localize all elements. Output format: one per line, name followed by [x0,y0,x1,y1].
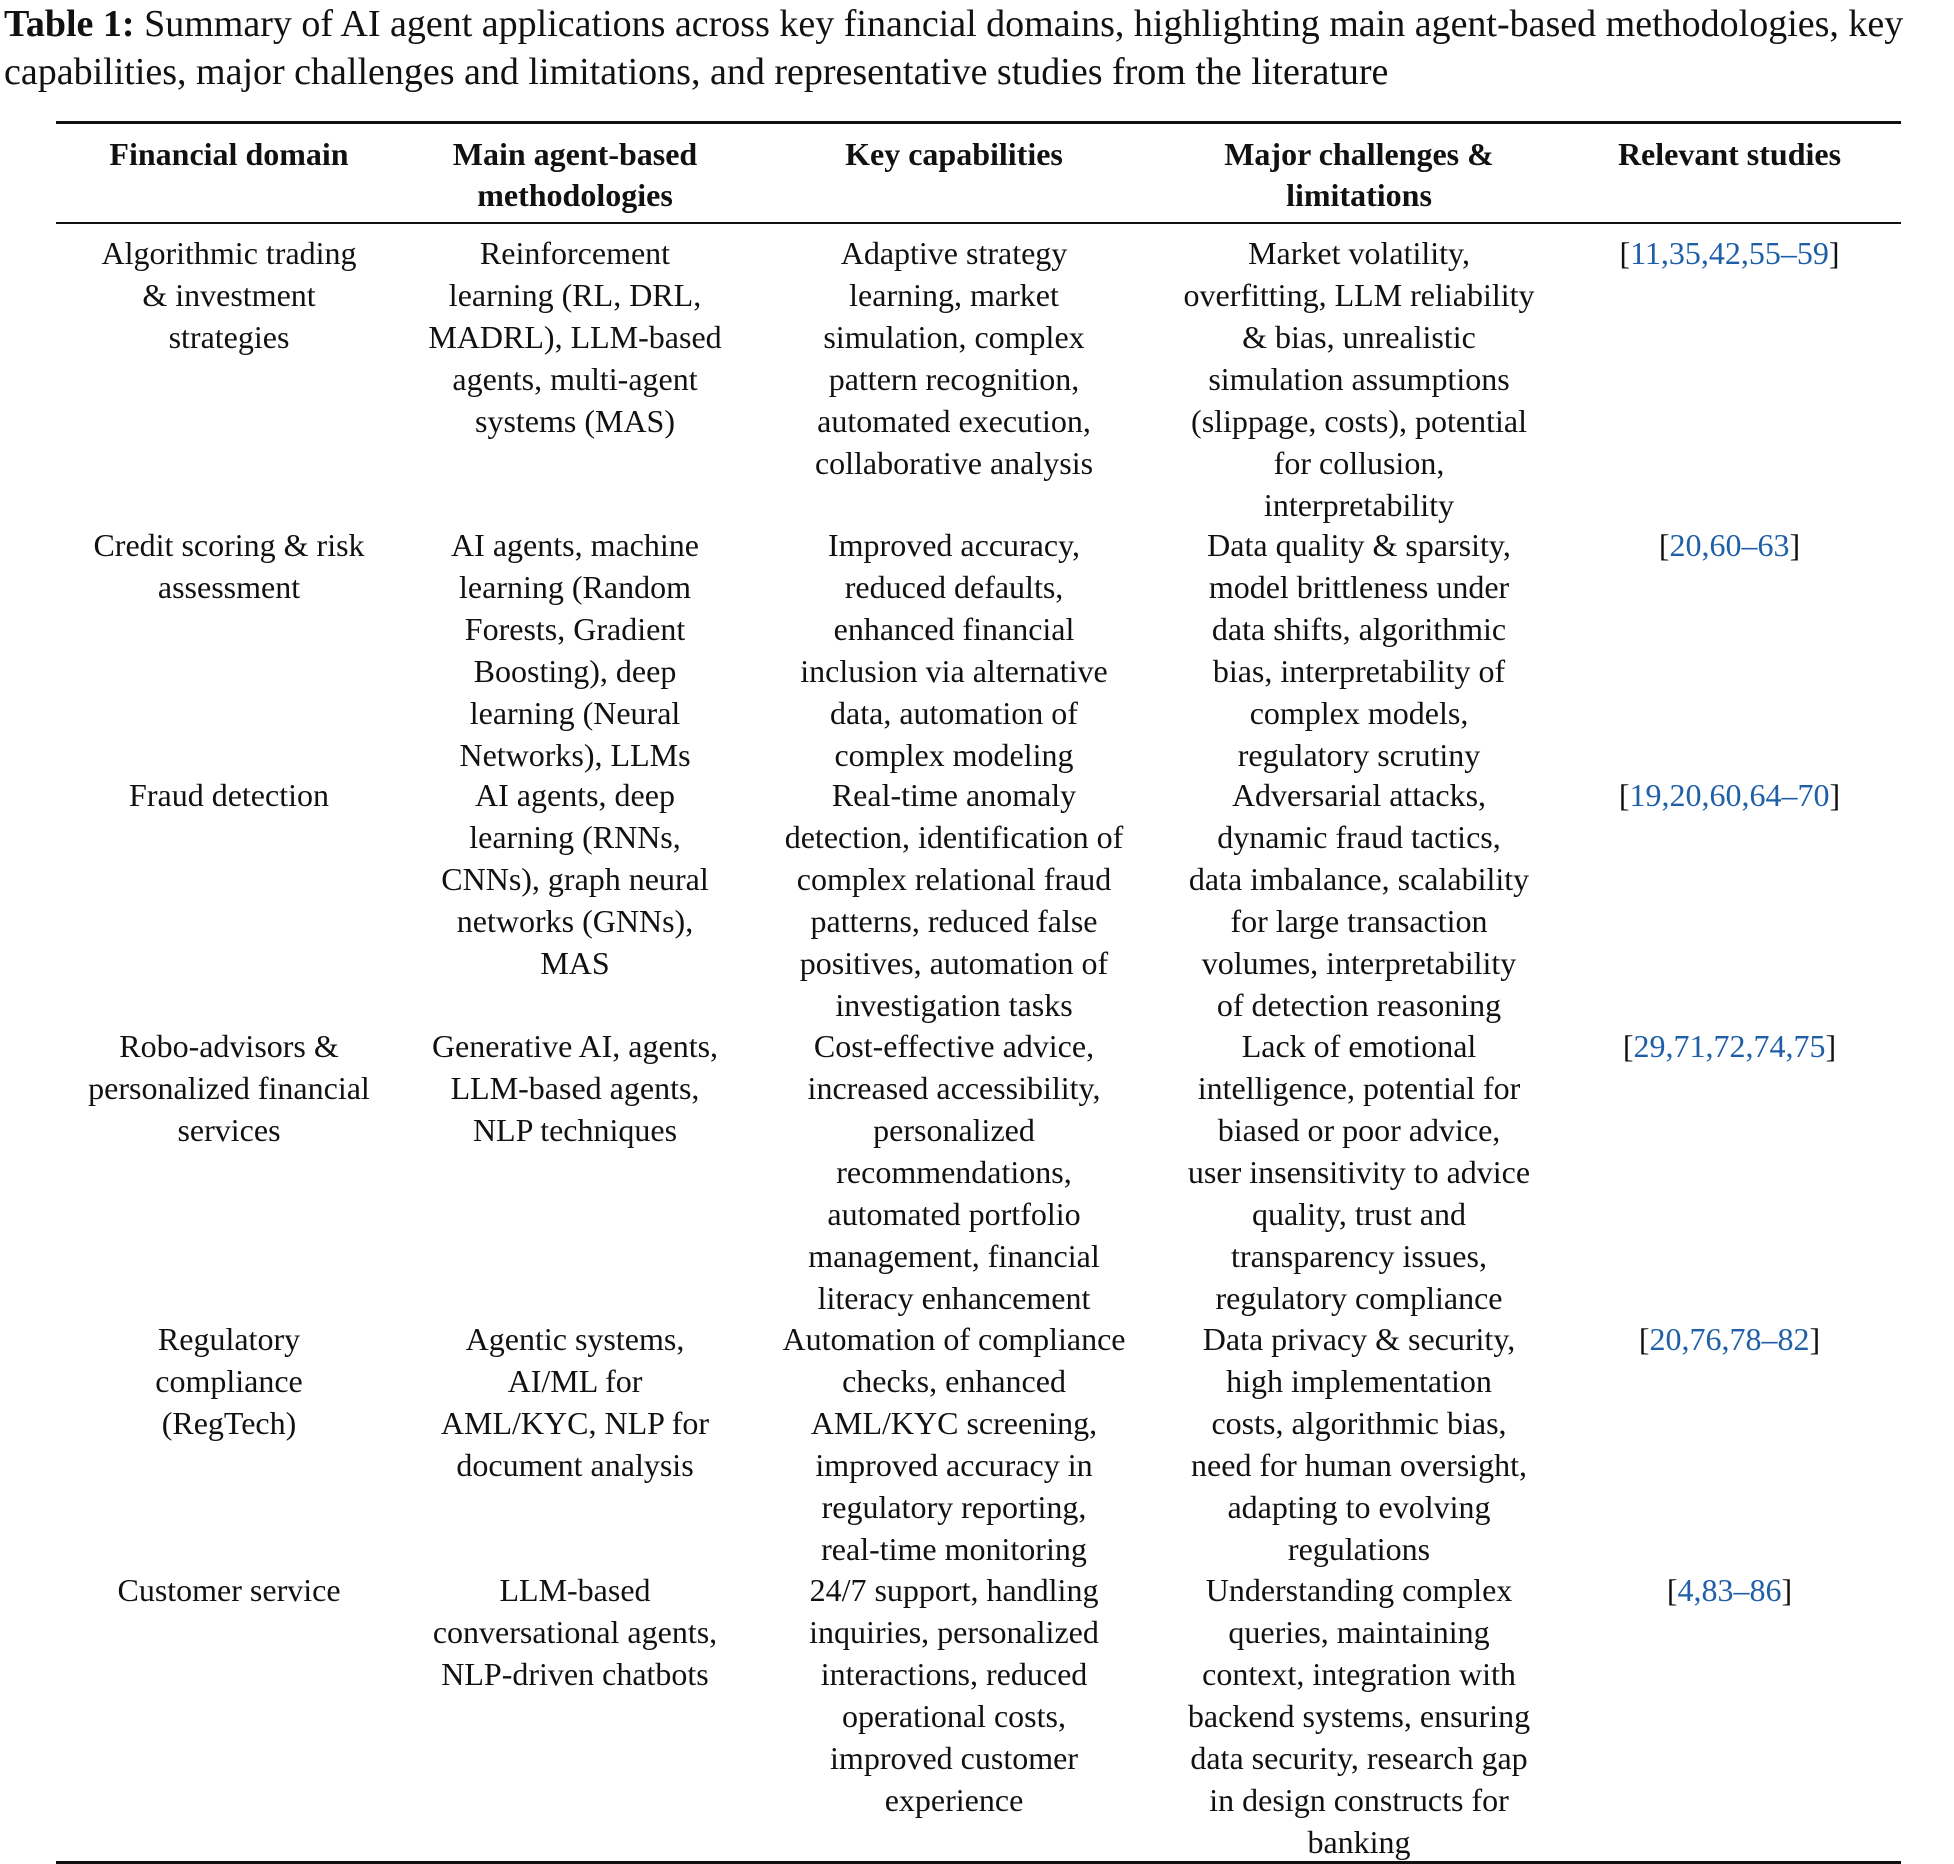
cell-line: Real-time anomaly [831,777,1077,813]
citation-separator: – [1733,1572,1750,1608]
cell-line: Improved accuracy, [828,527,1080,563]
citation-separator: , [1681,1321,1690,1357]
cell-line: simulation, complex [823,319,1085,355]
cell-line: learning, market [849,277,1059,313]
cell-line: Reinforcement [479,235,671,271]
citation-link[interactable]: 59 [1796,235,1829,271]
header-capabilities [748,134,1160,175]
cell-line: (RegTech) [161,1405,297,1441]
cell-line: Generative AI, agents, [431,1028,719,1064]
cell-capabilities [748,1025,1160,1319]
cell-methodologies [402,1025,748,1151]
cell-line: overfitting, LLM reliability [1183,277,1535,313]
citation-separator: , [1741,777,1750,813]
citation-link[interactable]: 82 [1777,1321,1810,1357]
cell-challenges [1160,1318,1558,1570]
cell-line: bias, interpretability of [1212,653,1506,689]
cell-line: complex models, [1249,695,1469,731]
cell-relevant-studies [1558,774,1901,816]
header-methodologies [402,134,748,216]
bracket-open: [ [1619,235,1631,271]
bracket-close: ] [1829,777,1841,813]
citation-link[interactable]: 86 [1749,1572,1782,1608]
citation-separator: , [1705,1028,1714,1064]
table-header-rule [56,222,1901,224]
cell-line: services [177,1112,281,1148]
cell-line: transparency issues, [1231,1238,1487,1274]
citation-link[interactable]: 4 [1677,1572,1694,1608]
cell-line: regulatory reporting, [821,1489,1087,1525]
cell-line: CNNs), graph neural [441,861,709,897]
cell-financial-domain [56,1569,402,1611]
cell-line: experience [884,1782,1024,1818]
cell-line: personalized [873,1112,1035,1148]
cell-line: data imbalance, scalability [1188,861,1530,897]
citation-separator: , [1665,1028,1674,1064]
citation-separator: , [1740,235,1749,271]
cell-financial-domain [56,1318,402,1444]
bracket-open: [ [1666,1572,1678,1608]
cell-line: in design constructs for [1209,1782,1509,1818]
citation-separator: , [1721,1321,1730,1357]
cell-line: strategies [168,319,290,355]
table-top-rule [56,121,1901,124]
cell-line: data, automation of [830,695,1078,731]
cell-methodologies [402,1318,748,1486]
cell-capabilities [748,1318,1160,1570]
header-line: Major challenges & [1224,136,1494,172]
cell-line: dynamic fraud tactics, [1217,819,1501,855]
cell-relevant-studies [1558,1025,1901,1067]
cell-line: investigation tasks [835,987,1073,1023]
cell-line: compliance [155,1363,303,1399]
cell-line: operational costs, [842,1698,1066,1734]
cell-line: MAS [540,945,610,981]
table-caption [4,0,1950,96]
citation-link[interactable]: 63 [1757,527,1790,563]
cell-line: model brittleness under [1208,569,1510,605]
cell-financial-domain [56,774,402,816]
header-line: Main agent-based [452,136,698,172]
cell-line: complex modeling [834,737,1074,773]
cell-line: quality, trust and [1252,1196,1466,1232]
cell-line: NLP techniques [472,1112,678,1148]
cell-line: volumes, interpretability [1201,945,1517,981]
cell-line: simulation assumptions [1208,361,1510,397]
citation-link[interactable]: 72 [1713,1028,1746,1064]
cell-line: Algorithmic trading [101,235,357,271]
cell-line: automated execution, [817,403,1091,439]
cell-line: networks (GNNs), [456,903,694,939]
citation-link[interactable]: 29 [1633,1028,1666,1064]
cell-line: interpretability [1263,487,1455,523]
cell-line: data security, research gap [1190,1740,1528,1776]
cell-line: adapting to evolving [1227,1489,1491,1525]
cell-line: biased or poor advice, [1217,1112,1501,1148]
cell-line: for large transaction [1230,903,1488,939]
cell-relevant-studies [1558,524,1901,566]
cell-line: detection, identification of [784,819,1124,855]
bracket-close: ] [1781,1572,1793,1608]
header-line: Relevant studies [1617,136,1842,172]
cell-line: learning (Random [459,569,691,605]
cell-line: Automation of compliance [782,1321,1126,1357]
cell-line: complex relational fraud [796,861,1112,897]
cell-challenges [1160,1025,1558,1319]
citation-link[interactable]: 55 [1748,235,1781,271]
cell-financial-domain [56,524,402,608]
cell-challenges [1160,774,1558,1026]
bracket-close: ] [1789,527,1801,563]
cell-methodologies [402,1569,748,1695]
bracket-close: ] [1825,1028,1837,1064]
cell-line: inquiries, personalized [809,1614,1099,1650]
citation-separator: , [1661,777,1670,813]
cell-line: (slippage, costs), potential [1191,403,1527,439]
cell-line: Adversarial attacks, [1231,777,1487,813]
cell-methodologies [402,232,748,442]
cell-line: improved accuracy in [815,1447,1093,1483]
cell-line: enhanced financial [833,611,1075,647]
citation-link[interactable]: 71 [1673,1028,1706,1064]
citation-separator: , [1660,235,1669,271]
bracket-close: ] [1809,1321,1821,1357]
cell-line: 24/7 support, handling [809,1572,1099,1608]
citation-separator: , [1693,1572,1702,1608]
cell-line: banking [1307,1824,1411,1860]
cell-line: high implementation [1226,1363,1492,1399]
citation-separator: , [1785,1028,1794,1064]
cell-line: costs, algorithmic bias, [1211,1405,1507,1441]
citation-link[interactable]: 74 [1753,1028,1786,1064]
cell-methodologies [402,774,748,984]
cell-line: interactions, reduced [820,1656,1088,1692]
cell-line: Data quality & sparsity, [1207,527,1511,563]
cell-line: Networks), LLMs [459,737,691,773]
cell-line: Understanding complex [1205,1572,1513,1608]
citation-link[interactable]: 75 [1793,1028,1826,1064]
header-line: limitations [1286,177,1432,213]
bracket-open: [ [1658,527,1670,563]
citation-link[interactable]: 70 [1797,777,1830,813]
cell-line: learning (RL, DRL, [448,277,702,313]
bracket-open: [ [1622,1028,1634,1064]
cell-line: LLM-based [499,1572,651,1608]
cell-capabilities [748,774,1160,1026]
cell-relevant-studies [1558,1318,1901,1360]
cell-line: context, integration with [1202,1656,1516,1692]
cell-line: literacy enhancement [817,1280,1091,1316]
caption-text: Summary of AI agent applications across key financial domains, highlighting main agent-based methodologies, key capabilities, major challenges and limitations, and representative studies from the literature [4,3,1904,93]
cell-line: backend systems, ensuring [1187,1698,1531,1734]
cell-line: inclusion via alternative [800,653,1108,689]
cell-line: Regulatory [157,1321,301,1357]
header-challenges [1160,134,1558,216]
cell-line: queries, maintaining [1228,1614,1490,1650]
cell-line: need for human oversight, [1191,1447,1527,1483]
cell-capabilities [748,1569,1160,1821]
citation-link[interactable]: 11 [1630,235,1661,271]
cell-line: AI agents, machine [451,527,699,563]
cell-line: & investment [142,277,316,313]
cell-line: regulatory compliance [1215,1280,1503,1316]
cell-line: management, financial [808,1238,1100,1274]
caption-label: Table 1: [4,3,135,45]
cell-line: Robo-advisors & [119,1028,339,1064]
citation-separator: – [1780,235,1797,271]
citation-separator: – [1741,527,1758,563]
bracket-open: [ [1618,777,1630,813]
header-line: methodologies [477,177,673,213]
cell-line: LLM-based agents, [450,1070,700,1106]
cell-relevant-studies [1558,232,1901,274]
header-line: Key capabilities [845,136,1063,172]
cell-line: intelligence, potential for [1197,1070,1521,1106]
cell-line: agents, multi-agent [452,361,698,397]
cell-line: Customer service [117,1572,341,1608]
cell-line: reduced defaults, [844,569,1064,605]
cell-line: MADRL), LLM-based [428,319,722,355]
cell-line: conversational agents, [432,1614,718,1650]
citation-separator: , [1701,527,1710,563]
cell-line: Boosting), deep [473,653,677,689]
cell-line: systems (MAS) [474,403,675,439]
citation-separator: , [1745,1028,1754,1064]
citation-separator: – [1781,777,1798,813]
cell-line: real-time monitoring [821,1531,1087,1567]
citation-link[interactable]: 20 [1649,1321,1682,1357]
citation-link[interactable]: 64 [1749,777,1782,813]
cell-line: assessment [157,569,301,605]
cell-line: Data privacy & security, [1202,1321,1516,1357]
cell-line: for collusion, [1273,445,1445,481]
cell-line: AI agents, deep [475,777,675,813]
citation-link[interactable]: 60 [1709,527,1742,563]
cell-line: positives, automation of [799,945,1109,981]
citation-link[interactable]: 35 [1668,235,1701,271]
cell-line: user insensitivity to advice [1187,1154,1531,1190]
cell-relevant-studies [1558,1569,1901,1611]
citation-separator: , [1700,235,1709,271]
cell-line: Credit scoring & risk [93,527,365,563]
cell-line: improved customer [830,1740,1078,1776]
citation-separator: – [1761,1321,1778,1357]
cell-methodologies [402,524,748,776]
cell-line: collaborative analysis [814,445,1094,481]
cell-line: Agentic systems, [465,1321,685,1357]
cell-line: AML/KYC screening, [810,1405,1098,1441]
cell-capabilities [748,524,1160,776]
cell-line: & bias, unrealistic [1242,319,1476,355]
cell-line: patterns, reduced false [810,903,1098,939]
cell-line: increased accessibility, [807,1070,1101,1106]
citation-separator: , [1701,777,1710,813]
citation-link[interactable]: 19 [1629,777,1662,813]
cell-financial-domain [56,1025,402,1151]
citation-link[interactable]: 20 [1669,777,1702,813]
cell-line: Adaptive strategy [840,235,1068,271]
cell-line: document analysis [456,1447,694,1483]
citation-link[interactable]: 78 [1729,1321,1762,1357]
cell-line: regulatory scrutiny [1237,737,1481,773]
cell-line: checks, enhanced [842,1363,1066,1399]
cell-financial-domain [56,232,402,358]
cell-line: of detection reasoning [1216,987,1502,1023]
cell-line: AML/KYC, NLP for [440,1405,710,1441]
cell-line: Market volatility, [1248,235,1470,271]
bracket-open: [ [1638,1321,1650,1357]
cell-line: Fraud detection [129,777,329,813]
cell-line: learning (RNNs, [469,819,681,855]
cell-line: Forests, Gradient [464,611,686,647]
header-relevant-studies [1558,134,1901,175]
bracket-close: ] [1828,235,1840,271]
cell-line: regulations [1287,1531,1431,1567]
cell-line: AI/ML for [507,1363,643,1399]
cell-line: pattern recognition, [828,361,1080,397]
cell-line: Lack of emotional [1241,1028,1477,1064]
cell-line: recommendations, [836,1154,1072,1190]
cell-line: personalized financial [88,1070,370,1106]
cell-line: automated portfolio [827,1196,1081,1232]
cell-capabilities [748,232,1160,484]
citation-link[interactable]: 60 [1709,777,1742,813]
header-line: Financial domain [109,136,349,172]
citation-link[interactable]: 20 [1669,527,1702,563]
cell-line: data shifts, algorithmic [1211,611,1507,647]
cell-line: Cost-effective advice, [813,1028,1095,1064]
cell-challenges [1160,1569,1558,1863]
citation-link[interactable]: 42 [1708,235,1741,271]
cell-line: learning (Neural [469,695,681,731]
cell-challenges [1160,232,1558,526]
citation-link[interactable]: 76 [1689,1321,1722,1357]
cell-challenges [1160,524,1558,776]
citation-link[interactable]: 83 [1701,1572,1734,1608]
header-financial-domain [56,134,402,175]
cell-line: NLP-driven chatbots [441,1656,709,1692]
